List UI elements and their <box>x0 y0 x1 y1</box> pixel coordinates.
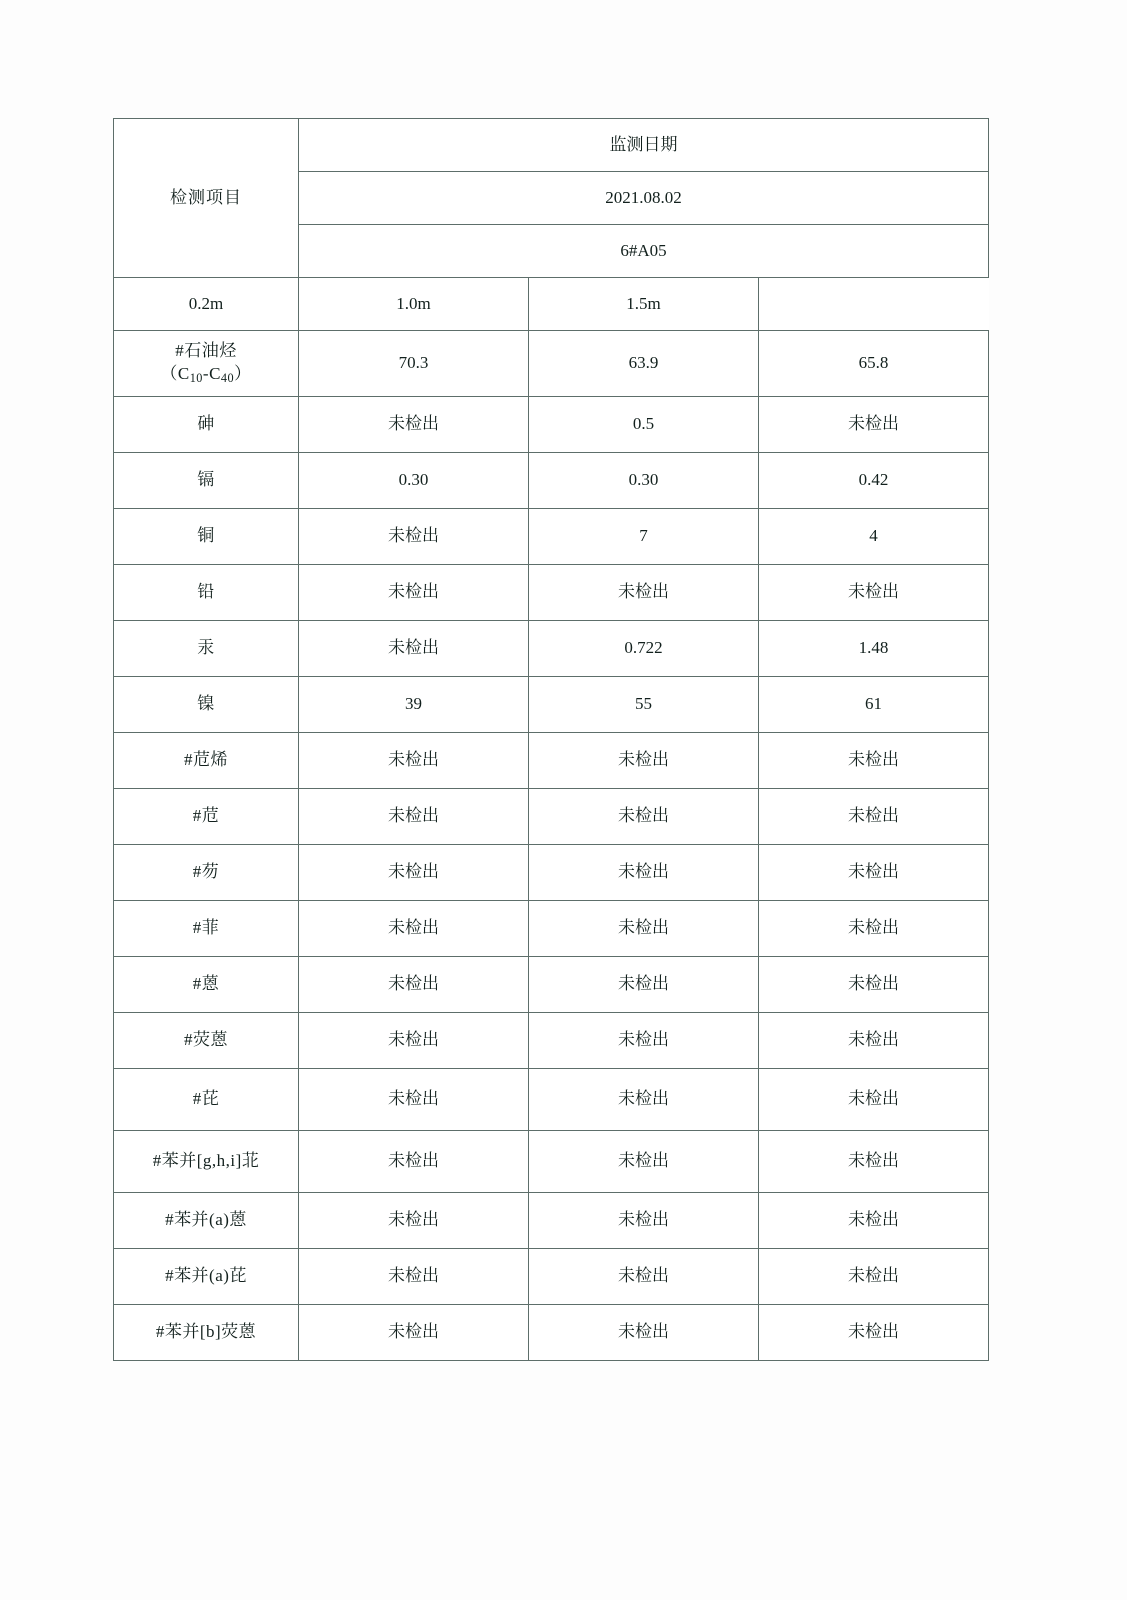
result-value: 未检出 <box>529 957 759 1013</box>
result-value: 未检出 <box>759 565 989 621</box>
result-value: 未检出 <box>759 957 989 1013</box>
result-value: 未检出 <box>759 789 989 845</box>
analyte-name: #荧蒽 <box>114 1013 299 1069</box>
result-value: 未检出 <box>529 1131 759 1193</box>
result-value: 未检出 <box>299 845 529 901</box>
result-value: 0.30 <box>529 453 759 509</box>
result-value: 未检出 <box>529 1249 759 1305</box>
result-value: 未检出 <box>759 733 989 789</box>
result-value: 未检出 <box>299 397 529 453</box>
report-table-container <box>113 118 988 1361</box>
analyte-name: #苯并[b]荧蒽 <box>114 1305 299 1361</box>
table-row <box>114 453 989 509</box>
table-row <box>114 1069 989 1131</box>
result-value: 未检出 <box>299 509 529 565</box>
result-value: 未检出 <box>299 1013 529 1069</box>
result-value: 7 <box>529 509 759 565</box>
table-row <box>114 331 989 397</box>
depth-header-0: 0.2m <box>114 278 299 331</box>
analyte-name: #苯并(a)芘 <box>114 1249 299 1305</box>
result-value: 未检出 <box>759 1305 989 1361</box>
result-value: 未检出 <box>529 1069 759 1131</box>
item-column-header: 检测项目 <box>114 119 299 278</box>
result-value: 0.42 <box>759 453 989 509</box>
result-value: 未检出 <box>759 1193 989 1249</box>
table-header-row-depths <box>114 278 989 331</box>
analyte-name: #芘 <box>114 1069 299 1131</box>
analyte-name: 汞 <box>114 621 299 677</box>
analyte-name: 镉 <box>114 453 299 509</box>
date-label-cell: 监测日期 <box>299 119 989 172</box>
table-row <box>114 565 989 621</box>
result-value: 63.9 <box>529 331 759 397</box>
analyte-name: #菲 <box>114 901 299 957</box>
result-value: 未检出 <box>299 1131 529 1193</box>
table-row <box>114 845 989 901</box>
result-value: 未检出 <box>299 733 529 789</box>
result-value: 未检出 <box>759 845 989 901</box>
table-row <box>114 1305 989 1361</box>
result-value: 70.3 <box>299 331 529 397</box>
depth-header-2: 1.5m <box>529 278 759 331</box>
depth-header-1: 1.0m <box>299 278 529 331</box>
table-row <box>114 733 989 789</box>
analyte-name: 砷 <box>114 397 299 453</box>
result-value: 未检出 <box>529 789 759 845</box>
analyte-name-line2: $(C_{10}-C_{40})$ <box>160 364 252 386</box>
result-value: 未检出 <box>299 1305 529 1361</box>
sampling-point-cell: 6#A05 <box>299 225 989 278</box>
result-value: 0.30 <box>299 453 529 509</box>
result-value: 未检出 <box>759 1013 989 1069</box>
result-value: 未检出 <box>299 621 529 677</box>
table-header-row-date <box>114 119 989 172</box>
table-row <box>114 677 989 733</box>
table-row <box>114 1249 989 1305</box>
analyte-name-line1: #石油烃 <box>175 341 237 361</box>
analyte-name: #芴 <box>114 845 299 901</box>
result-value: 未检出 <box>759 1249 989 1305</box>
result-value: 0.5 <box>529 397 759 453</box>
analyte-name: #苊烯 <box>114 733 299 789</box>
analyte-name: #苯并(a)蒽 <box>114 1193 299 1249</box>
result-value: 未检出 <box>299 901 529 957</box>
result-value: 未检出 <box>299 957 529 1013</box>
result-value: 未检出 <box>759 1069 989 1131</box>
monitoring-results-table <box>113 118 989 1361</box>
result-value: 未检出 <box>529 565 759 621</box>
table-row <box>114 397 989 453</box>
result-value: 1.48 <box>759 621 989 677</box>
result-value: 未检出 <box>529 1305 759 1361</box>
result-value: 未检出 <box>299 1249 529 1305</box>
result-value: 未检出 <box>529 1013 759 1069</box>
result-value: 未检出 <box>299 789 529 845</box>
result-value: 未检出 <box>759 1131 989 1193</box>
result-value: 未检出 <box>299 565 529 621</box>
result-value: 55 <box>529 677 759 733</box>
result-value: 未检出 <box>299 1193 529 1249</box>
result-value: 39 <box>299 677 529 733</box>
result-value: 未检出 <box>529 845 759 901</box>
result-value: 未检出 <box>529 733 759 789</box>
table-row <box>114 957 989 1013</box>
analyte-name <box>114 331 299 397</box>
table-row <box>114 1193 989 1249</box>
result-value: 65.8 <box>759 331 989 397</box>
result-value: 未检出 <box>759 901 989 957</box>
analyte-name: #蒽 <box>114 957 299 1013</box>
result-value: 4 <box>759 509 989 565</box>
analyte-name: 铜 <box>114 509 299 565</box>
analyte-name: #苯并[g,h,i]苝 <box>114 1131 299 1193</box>
date-value-cell: 2021.08.02 <box>299 172 989 225</box>
result-value: 61 <box>759 677 989 733</box>
sub-10: 10 <box>189 371 203 386</box>
table-row <box>114 789 989 845</box>
table-row <box>114 1013 989 1069</box>
result-value: 未检出 <box>529 901 759 957</box>
result-value: 0.722 <box>529 621 759 677</box>
analyte-name: 铅 <box>114 565 299 621</box>
result-value: 未检出 <box>759 397 989 453</box>
table-row <box>114 901 989 957</box>
table-row <box>114 621 989 677</box>
analyte-name: 镍 <box>114 677 299 733</box>
result-value: 未检出 <box>529 1193 759 1249</box>
sub-40: 40 <box>220 371 235 386</box>
result-value: 未检出 <box>299 1069 529 1131</box>
analyte-name: #苊 <box>114 789 299 845</box>
table-row <box>114 509 989 565</box>
table-row <box>114 1131 989 1193</box>
